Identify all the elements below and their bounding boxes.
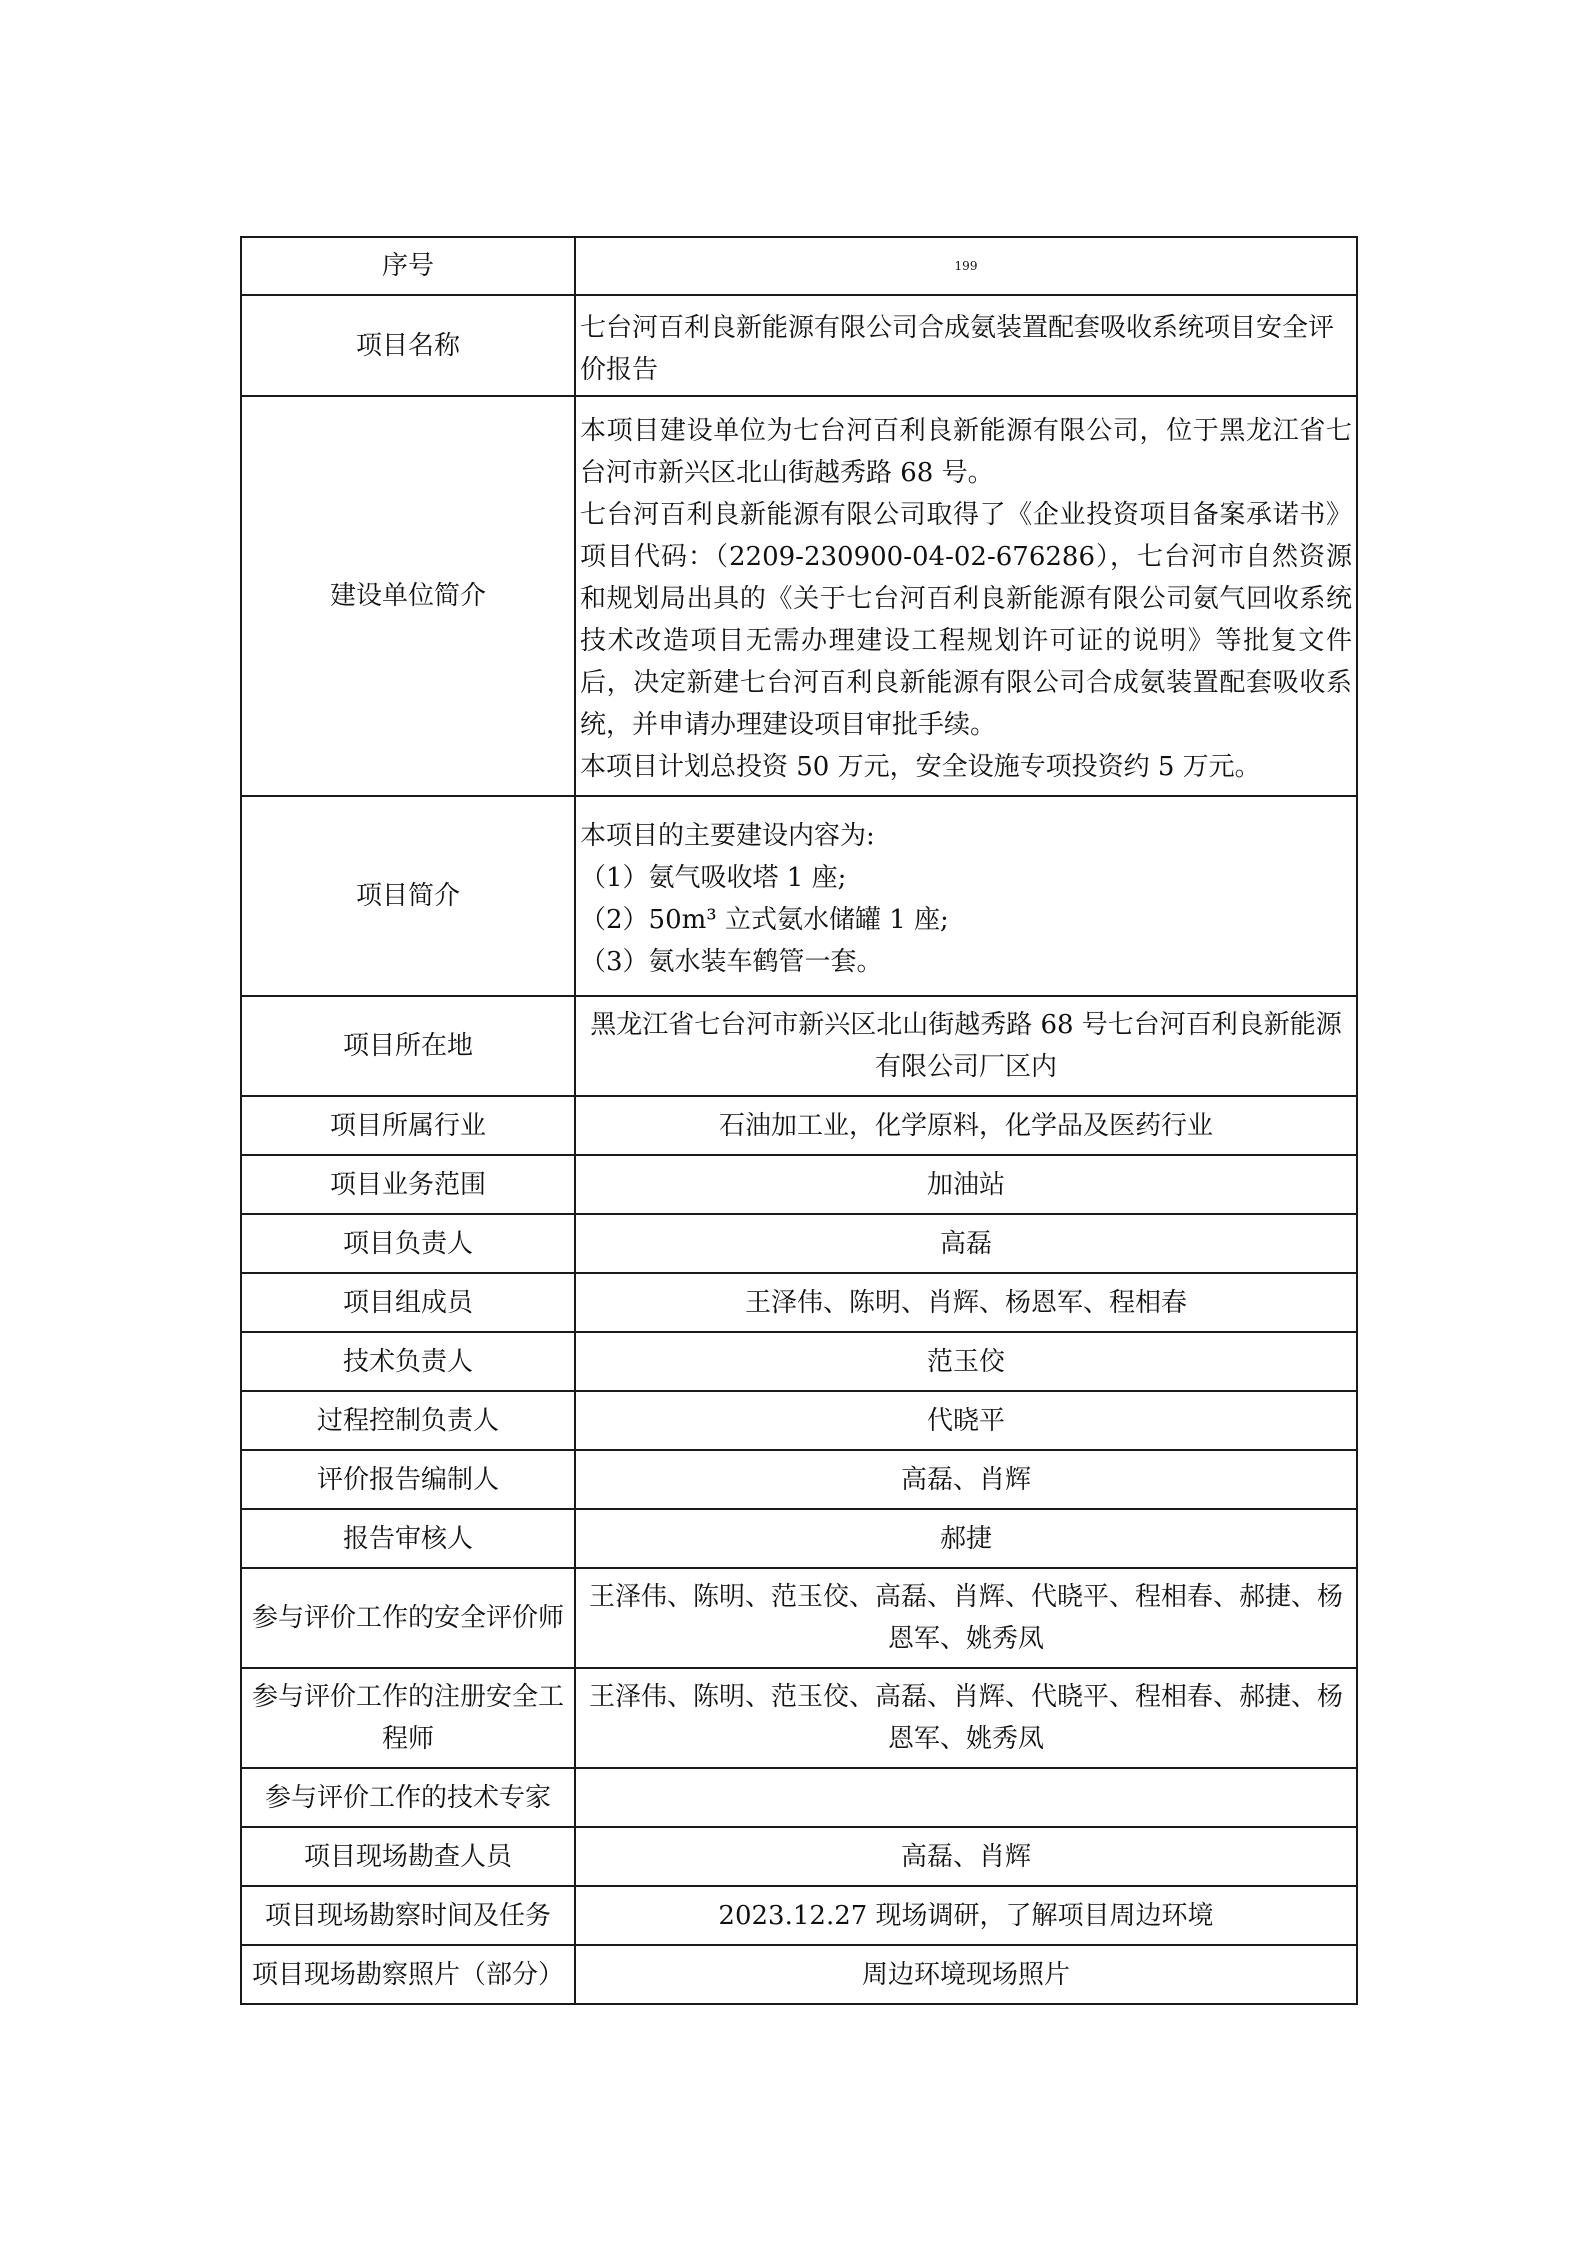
- value-report-author: 高磊、肖辉: [575, 1450, 1357, 1509]
- row-experts: [241, 1768, 1357, 1827]
- value-process-lead: 代晓平: [575, 1391, 1357, 1450]
- project-intro-line: 本项目的主要建设内容为:: [580, 821, 875, 851]
- label-survey-photos: 项目现场勘察照片（部分）: [241, 1945, 575, 2004]
- label-reviewer: 报告审核人: [241, 1509, 575, 1568]
- value-assessors: 王泽伟、陈明、范玉佼、高磊、肖辉、代晓平、程相春、郝捷、杨恩军、姚秀凤: [575, 1568, 1357, 1668]
- row-survey-staff: [241, 1827, 1357, 1886]
- row-report-author: [241, 1450, 1357, 1509]
- label-builder-intro: 建设单位简介: [241, 396, 575, 796]
- row-survey-photos: [241, 1945, 1357, 2004]
- row-process-lead: [241, 1391, 1357, 1450]
- project-intro-line: （2）50m³ 立式氨水储罐 1 座;: [580, 905, 949, 935]
- label-process-lead: 过程控制负责人: [241, 1391, 575, 1450]
- row-survey-time: [241, 1886, 1357, 1945]
- builder-intro-paragraph: 七台河百利良新能源有限公司取得了《企业投资项目备案承诺书》项目代码：（2209-230900-04-02-676286），七台河市自然资源和规划局出具的《关于七台河百利良新能源有限公司氨气回收系统技术改造项目无需办理建设工程规划许可证的说明》等批复文件后，决定新建七台河百利良新能源有限公司合成氨装置配套吸收系统，并申请办理建设项目审批手续。: [580, 500, 1352, 740]
- row-serial: [241, 237, 1357, 295]
- value-project-intro: [575, 796, 1357, 996]
- value-survey-time: 2023.12.27 现场调研，了解项目周边环境: [575, 1886, 1357, 1945]
- row-reviewer: [241, 1509, 1357, 1568]
- project-intro-line: （3）氨水装车鹤管一套。: [580, 947, 883, 977]
- label-engineers: 参与评价工作的注册安全工程师: [241, 1668, 575, 1768]
- value-reviewer: 郝捷: [575, 1509, 1357, 1568]
- value-survey-photos: 周边环境现场照片: [575, 1945, 1357, 2004]
- row-location: [241, 996, 1357, 1096]
- row-members: [241, 1273, 1357, 1332]
- label-serial: 序号: [241, 237, 575, 295]
- row-leader: [241, 1214, 1357, 1273]
- label-assessors: 参与评价工作的安全评价师: [241, 1568, 575, 1668]
- value-builder-intro: [575, 396, 1357, 796]
- value-location: 黑龙江省七台河市新兴区北山街越秀路 68 号七台河百利良新能源有限公司厂区内: [575, 996, 1357, 1096]
- row-project-name: [241, 295, 1357, 396]
- label-leader: 项目负责人: [241, 1214, 575, 1273]
- row-builder-intro: [241, 396, 1357, 796]
- label-project-intro: 项目简介: [241, 796, 575, 996]
- row-scope: [241, 1155, 1357, 1214]
- value-project-name: 七台河百利良新能源有限公司合成氨装置配套吸收系统项目安全评价报告: [575, 295, 1357, 396]
- project-info-table: [240, 236, 1358, 2005]
- builder-intro-paragraph: 本项目计划总投资 50 万元，安全设施专项投资约 5 万元。: [580, 752, 1261, 782]
- label-experts: 参与评价工作的技术专家: [241, 1768, 575, 1827]
- label-tech-lead: 技术负责人: [241, 1332, 575, 1391]
- label-industry: 项目所属行业: [241, 1096, 575, 1155]
- row-assessors: [241, 1568, 1357, 1668]
- value-industry: 石油加工业，化学原料，化学品及医药行业: [575, 1096, 1357, 1155]
- row-engineers: [241, 1668, 1357, 1768]
- row-project-intro: [241, 796, 1357, 996]
- value-serial: 199: [575, 237, 1357, 295]
- value-survey-staff: 高磊、肖辉: [575, 1827, 1357, 1886]
- value-members: 王泽伟、陈明、肖辉、杨恩军、程相春: [575, 1273, 1357, 1332]
- row-industry: [241, 1096, 1357, 1155]
- value-experts: [575, 1768, 1357, 1827]
- label-project-name: 项目名称: [241, 295, 575, 396]
- builder-intro-paragraph: 本项目建设单位为七台河百利良新能源有限公司，位于黑龙江省七台河市新兴区北山街越秀路 68 号。: [580, 416, 1352, 488]
- value-scope: 加油站: [575, 1155, 1357, 1214]
- label-location: 项目所在地: [241, 996, 575, 1096]
- label-survey-staff: 项目现场勘查人员: [241, 1827, 575, 1886]
- label-members: 项目组成员: [241, 1273, 575, 1332]
- label-scope: 项目业务范围: [241, 1155, 575, 1214]
- project-intro-line: （1）氨气吸收塔 1 座;: [580, 863, 847, 893]
- row-tech-lead: [241, 1332, 1357, 1391]
- label-survey-time: 项目现场勘察时间及任务: [241, 1886, 575, 1945]
- value-leader: 高磊: [575, 1214, 1357, 1273]
- value-tech-lead: 范玉佼: [575, 1332, 1357, 1391]
- label-report-author: 评价报告编制人: [241, 1450, 575, 1509]
- value-engineers: 王泽伟、陈明、范玉佼、高磊、肖辉、代晓平、程相春、郝捷、杨恩军、姚秀凤: [575, 1668, 1357, 1768]
